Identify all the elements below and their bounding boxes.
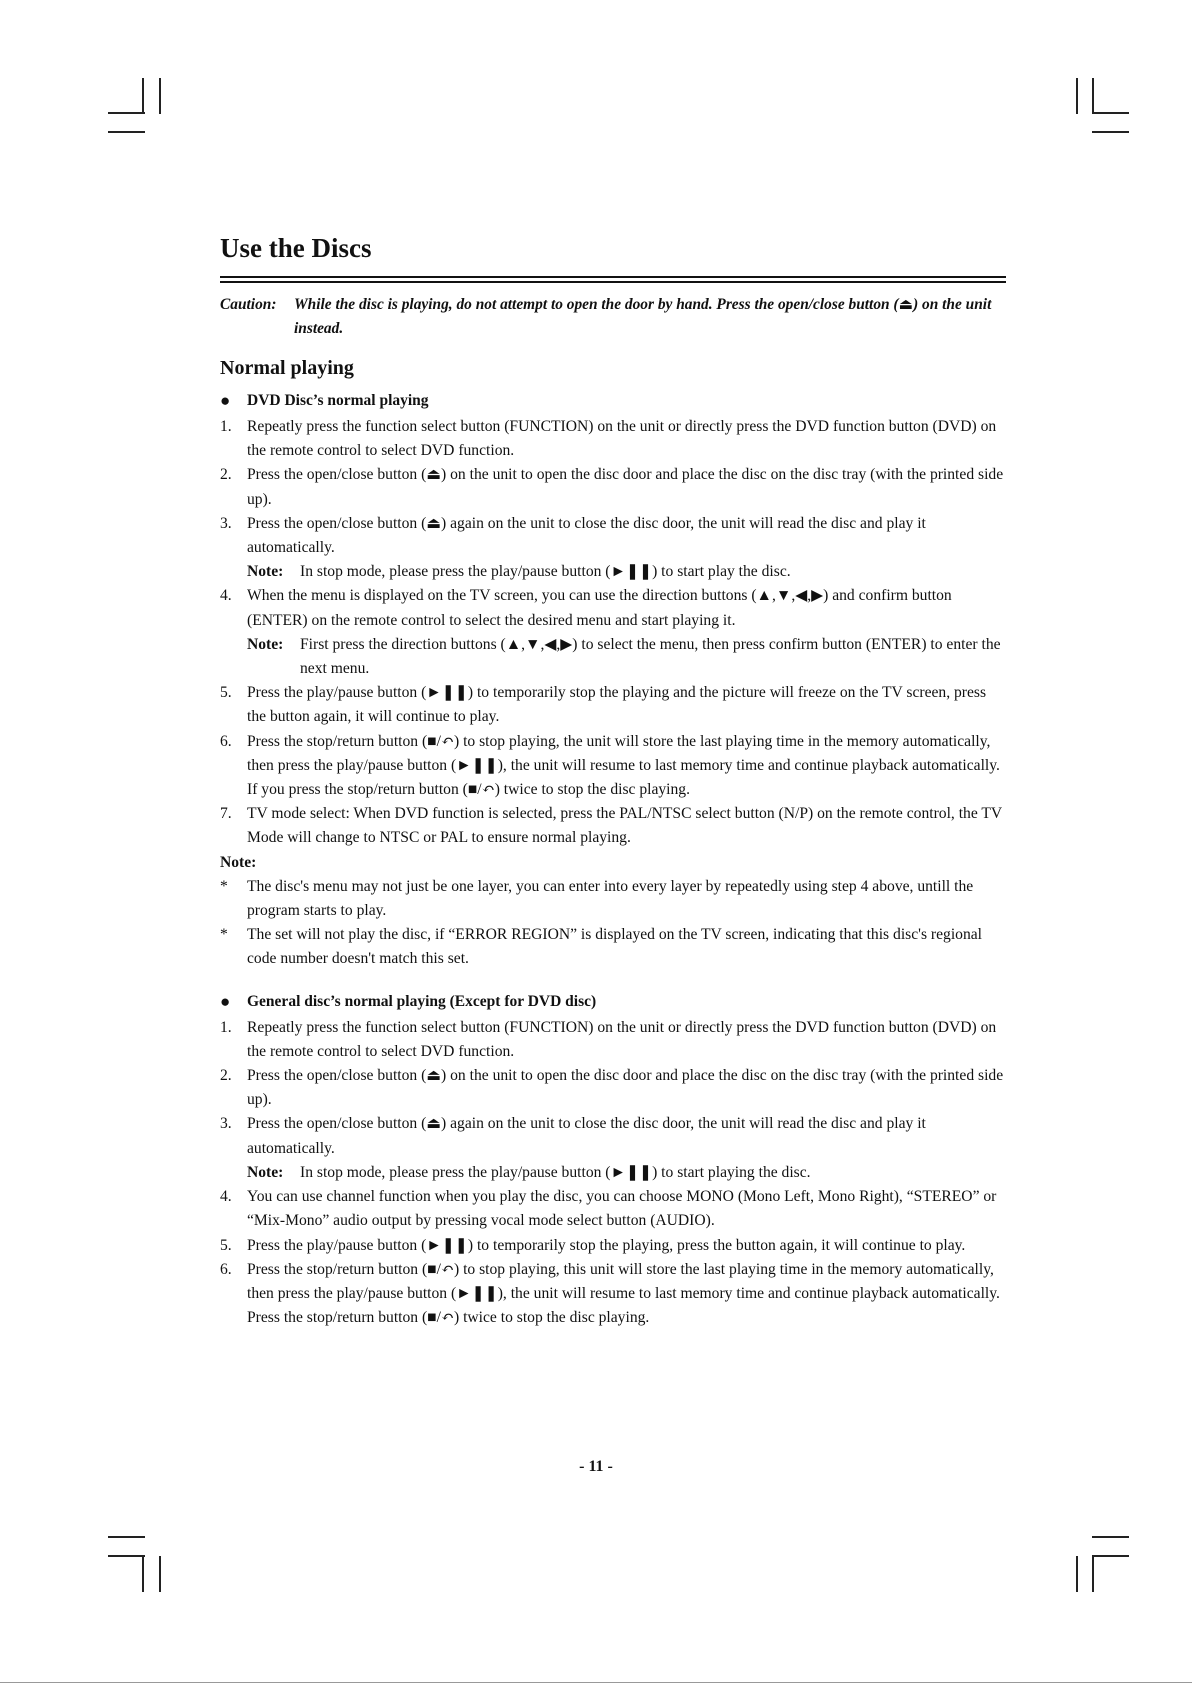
notes-heading: Note:	[220, 853, 257, 871]
note-item-text: The disc's menu may not just be one layer, you can enter into every layer by repeatedly using step 4 above, untill the program starts to play.	[247, 877, 974, 920]
crop-mark	[1092, 78, 1094, 114]
list-number: 2.	[220, 1067, 232, 1085]
crop-mark	[159, 1556, 161, 1592]
list-item	[220, 415, 1006, 463]
crop-mark	[1076, 1556, 1078, 1592]
page-number: - 11 -	[579, 1458, 613, 1475]
caution-label: Caution:	[220, 296, 277, 313]
list-item	[220, 1112, 1006, 1160]
note-label: Note:	[247, 635, 284, 653]
page-title: Use the Discs	[220, 233, 372, 263]
list-text: Press the open/close button (⏏) again on the unit to close the disc door, the unit will read the disc and play it automatically.	[247, 514, 926, 557]
asterisk-mark: *	[220, 926, 228, 944]
note-label: Note:	[247, 1163, 284, 1181]
note-text: First press the direction buttons (▲,▼,◀,▶) to select the menu, then press confirm button (ENTER) to enter the next menu.	[300, 635, 1001, 678]
list-text: TV mode select: When DVD function is selected, press the PAL/NTSC select button (N/P) on the remote control, the TV Mode will change to NTSC or PAL to ensure normal playing.	[247, 805, 1002, 847]
list-number: 5.	[220, 1236, 232, 1254]
list-continuation: Press the stop/return button (■/↶) twice to stop the disc playing.	[247, 1309, 650, 1327]
list-text: Press the open/close button (⏏) on the unit to open the disc door and place the disc on the disc tray (with the printed side up).	[247, 466, 1004, 508]
list-text: Press the open/close button (⏏) on the unit to open the disc door and place the disc on the disc tray (with the printed side up).	[247, 1067, 1004, 1109]
list-number: 3.	[220, 1115, 232, 1133]
list-item	[220, 1234, 1006, 1258]
list-number: 3.	[220, 514, 232, 532]
general-heading	[220, 990, 1006, 1014]
page-edge-line	[0, 1682, 1192, 1683]
list-number: 2.	[220, 466, 232, 484]
list-item	[220, 1016, 1006, 1064]
crop-mark	[108, 112, 145, 114]
list-item	[220, 584, 1006, 632]
note	[220, 633, 1006, 681]
note-item	[220, 875, 1006, 923]
list-number: 6.	[220, 1260, 232, 1278]
list-text: You can use channel function when you play the disc, you can choose MONO (Mono Left, Mono Right), “STEREO” or “Mix-Mono” audio output by pressing vocal mode select button (AUDIO).	[247, 1188, 997, 1230]
crop-mark	[1092, 1536, 1129, 1538]
dvd-heading-text: DVD Disc’s normal playing	[247, 392, 429, 409]
list-item	[220, 681, 1006, 729]
crop-mark	[142, 78, 144, 114]
crop-mark	[108, 131, 145, 133]
note-text: In stop mode, please press the play/pause button (►❚❚) to start play the disc.	[300, 563, 791, 581]
list-item	[220, 512, 1006, 560]
bullet-dot: ●	[220, 391, 231, 410]
list-number: 4.	[220, 587, 232, 605]
list-number: 7.	[220, 805, 232, 823]
crop-mark	[1092, 112, 1129, 114]
list-text: Repeatly press the function select button (FUNCTION) on the unit or directly press the DVD function button (DVD) on the remote control to select DVD function.	[247, 1018, 997, 1060]
crop-mark	[108, 1536, 145, 1538]
crop-mark	[108, 1555, 145, 1557]
list-number: 1.	[220, 1018, 232, 1036]
crop-mark	[1092, 131, 1129, 133]
crop-mark	[142, 1556, 144, 1592]
note-label: Note:	[247, 563, 284, 581]
list-item	[220, 1258, 1006, 1306]
list-text: Press the play/pause button (►❚❚) to temporarily stop the playing, press the button again, it will continue to play.	[247, 1236, 966, 1254]
title-double-rule	[220, 276, 1006, 283]
list-text: Press the stop/return button (■/↶) to stop playing, the unit will store the last playing time in the memory automatically, then press the play/pause button (►❚❚), the unit will resume to last memory time and continue playback automatically.	[247, 732, 1000, 774]
list-item	[220, 1064, 1006, 1112]
section-title: Normal playing	[220, 357, 354, 379]
list-number: 4.	[220, 1188, 232, 1206]
list-continuation: If you press the stop/return button (■/↶) twice to stop the disc playing.	[247, 781, 691, 799]
dvd-heading	[220, 389, 1006, 413]
crop-mark	[159, 78, 161, 114]
list-number: 6.	[220, 732, 232, 750]
note	[220, 560, 1006, 584]
note-item-text: The set will not play the disc, if “ERROR REGION” is displayed on the TV screen, indicating that this disc's regional code number doesn't match this set.	[247, 926, 983, 968]
crop-mark	[1092, 1556, 1094, 1592]
note-item	[220, 923, 1006, 971]
crop-mark	[1076, 78, 1078, 114]
asterisk-mark: *	[220, 877, 228, 895]
list-number: 1.	[220, 418, 232, 435]
page-content	[220, 228, 1006, 1330]
crop-mark	[1092, 1555, 1129, 1557]
list-text: When the menu is displayed on the TV screen, you can use the direction buttons (▲,▼,◀,▶) and confirm button (ENTER) on the remote control to select the desired menu and start playing it.	[247, 587, 952, 629]
list-item	[220, 802, 1006, 850]
list-item	[220, 463, 1006, 511]
general-heading-text: General disc’s normal playing (Except for DVD disc)	[247, 992, 597, 1010]
caution-block	[220, 293, 1006, 341]
list-text: Press the stop/return button (■/↶) to stop playing, this unit will store the last playing time in the memory automatically, then press the play/pause button (►❚❚), the unit will resume to last memory time and continue playback automatically.	[247, 1260, 1000, 1302]
list-item	[220, 1185, 1006, 1233]
note	[220, 1161, 1006, 1185]
note-text: In stop mode, please press the play/pause button (►❚❚) to start playing the disc.	[300, 1163, 811, 1181]
caution-text: While the disc is playing, do not attempt to open the door by hand. Press the open/close button (⏏) on the unit instead.	[294, 296, 992, 337]
list-number: 5.	[220, 684, 232, 702]
bullet-dot: ●	[220, 991, 231, 1011]
list-text: Press the play/pause button (►❚❚) to temporarily stop the playing and the picture will freeze on the TV screen, press the button again, it will continue to play.	[247, 684, 987, 726]
list-text: Press the open/close button (⏏) again on the unit to close the disc door, the unit will read the disc and play it automatically.	[247, 1115, 926, 1157]
list-item	[220, 730, 1006, 778]
list-text: Repeatly press the function select button (FUNCTION) on the unit or directly press the DVD function button (DVD) on the remote control to select DVD function.	[247, 418, 997, 460]
